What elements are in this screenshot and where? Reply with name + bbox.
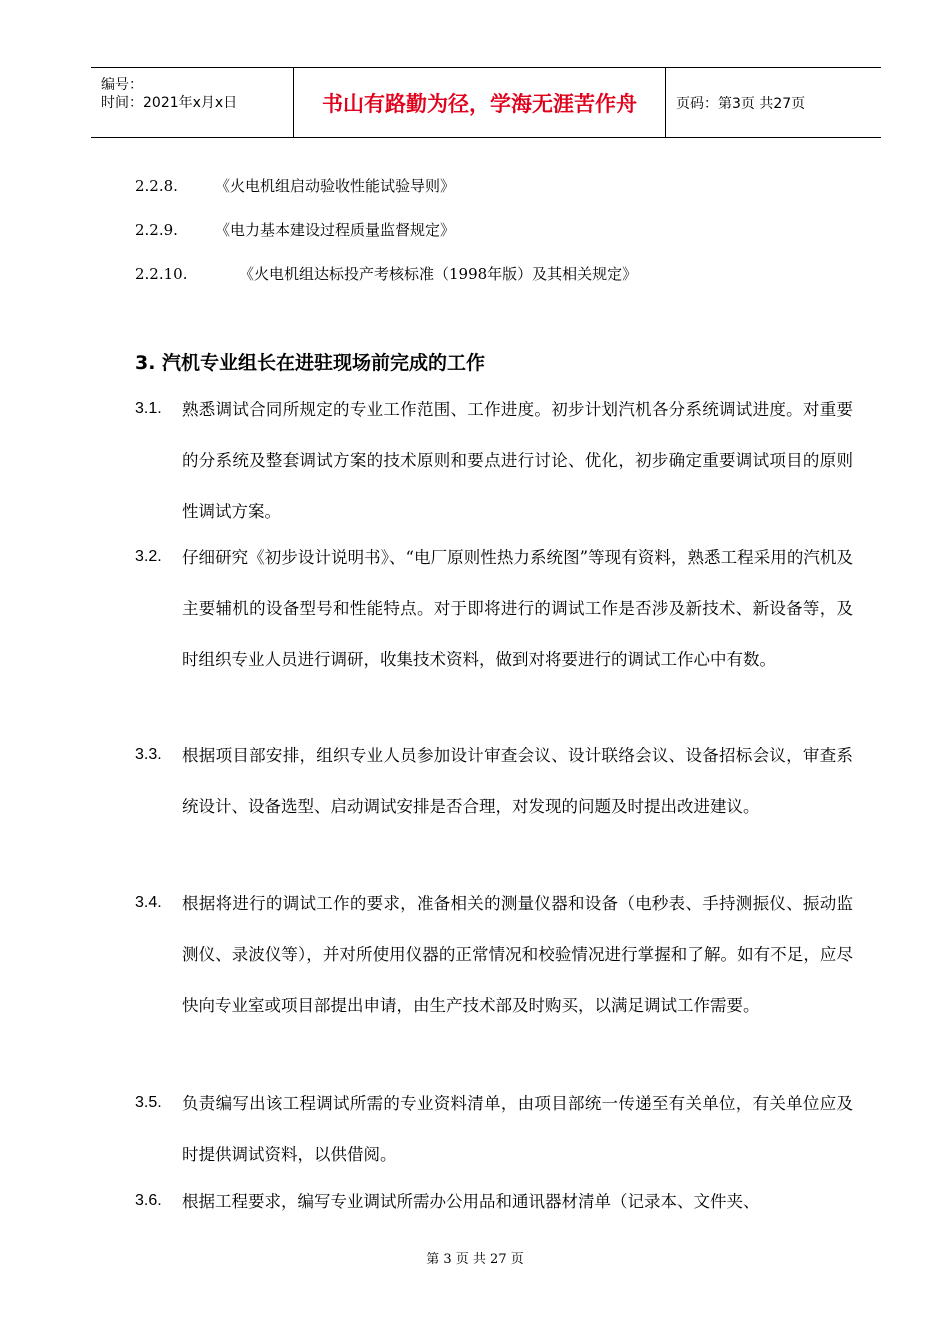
- reference-number: 2.2.10.: [135, 265, 188, 283]
- time-label: 时间：2021年x月x日: [101, 95, 238, 111]
- number-label: 编号：: [101, 77, 143, 93]
- header-info-cell: [91, 68, 294, 137]
- item-text: 熟悉调试合同所规定的专业工作范围、工作进度。初步计划汽机各分系统调试进度。对重要的分系统及整套调试方案的技术原则和要点进行讨论、优化，初步确定重要调试项目的原则性调试方案。: [182, 400, 853, 521]
- page-footer: 第 3 页 共 27 页: [426, 1252, 524, 1267]
- item-number: 3.5.: [135, 1094, 162, 1111]
- item-number: 3.1.: [135, 400, 162, 417]
- page-header: [91, 67, 881, 138]
- item-number: 3.6.: [135, 1192, 162, 1209]
- reference-text: 《火电机组达标投产考核标准（1998年版）及其相关规定》: [239, 265, 638, 283]
- header-motto-cell: [294, 68, 666, 137]
- section-heading: 3. 汽机专业组长在进驻现场前完成的工作: [135, 352, 486, 374]
- item-text: 根据工程要求，编写专业调试所需办公用品和通讯器材清单（记录本、文件夹、: [182, 1192, 760, 1211]
- item-text: 根据将进行的调试工作的要求，准备相关的测量仪器和设备（电秒表、手持测振仪、振动监测仪、录波仪等），并对所使用仪器的正常情况和校验情况进行掌握和了解。如有不足，应尽快向专业室或项目部提出申请，由生产技术部及时购买，以满足调试工作需要。: [182, 894, 853, 1015]
- reference-item: [135, 263, 637, 284]
- reference-item: [135, 219, 455, 240]
- item-text: 仔细研究《初步设计说明书》、“电厂原则性热力系统图”等现有资料，熟悉工程采用的汽机及主要辅机的设备型号和性能特点。对于即将进行的调试工作是否涉及新技术、新设备等，及时组织专业人员进行调研，收集技术资料，做到对将要进行的调试工作心中有数。: [182, 548, 853, 669]
- reference-text: 《电力基本建设过程质量监督规定》: [215, 221, 456, 239]
- item-number: 3.2.: [135, 548, 162, 565]
- reference-text: 《火电机组启动验收性能试验导则》: [215, 177, 456, 195]
- item-text: 负责编写出该工程调试所需的专业资料清单，由项目部统一传递至有关单位，有关单位应及时提供调试资料，以供借阅。: [182, 1094, 853, 1164]
- reference-number: 2.2.8.: [135, 177, 178, 195]
- item-text: 根据项目部安排，组织专业人员参加设计审查会议、设计联络会议、设备招标会议，审查系统设计、设备选型、启动调试安排是否合理，对发现的问题及时提出改进建议。: [182, 746, 853, 816]
- reference-item: [135, 175, 455, 196]
- item-number: 3.4.: [135, 894, 162, 911]
- reference-number: 2.2.9.: [135, 221, 178, 239]
- motto-text: 书山有路勤为径，学海无涯苦作舟: [322, 91, 637, 116]
- page-label: 页码：第3页 共27页: [676, 95, 806, 112]
- header-page-cell: [666, 68, 881, 137]
- item-number: 3.3.: [135, 746, 162, 763]
